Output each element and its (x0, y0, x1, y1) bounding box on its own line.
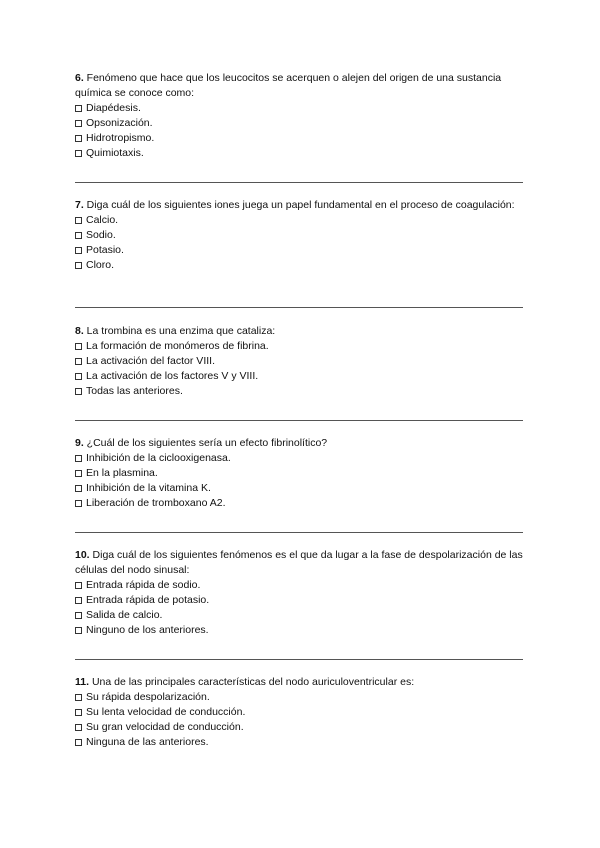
divider (75, 659, 523, 660)
option-item[interactable] (75, 146, 525, 161)
option-label: Diapédesis. (86, 102, 141, 114)
checkbox-icon[interactable] (75, 105, 82, 112)
question-number: 7. (75, 199, 84, 211)
checkbox-icon[interactable] (75, 739, 82, 746)
checkbox-icon[interactable] (75, 709, 82, 716)
option-item[interactable] (75, 690, 525, 705)
option-item[interactable] (75, 451, 525, 466)
question-9 (75, 436, 525, 511)
option-label: Su lenta velocidad de conducción. (86, 706, 246, 718)
checkbox-icon[interactable] (75, 388, 82, 395)
option-label: La activación del factor VIII. (86, 355, 215, 367)
option-item[interactable] (75, 705, 525, 720)
question-stem: Diga cuál de los siguientes iones juega un papel fundamental en el proceso de coagulación: (83, 199, 515, 211)
checkbox-icon[interactable] (75, 343, 82, 350)
option-label: Entrada rápida de potasio. (86, 594, 210, 606)
checkbox-icon[interactable] (75, 470, 82, 477)
checkbox-icon[interactable] (75, 217, 82, 224)
options-list (75, 690, 525, 750)
options-list (75, 451, 525, 511)
options-list (75, 578, 525, 638)
option-item[interactable] (75, 593, 525, 608)
option-item[interactable] (75, 339, 525, 354)
question-7 (75, 198, 525, 273)
question-number: 9. (75, 437, 84, 449)
option-item[interactable] (75, 735, 525, 750)
option-item[interactable] (75, 243, 525, 258)
checkbox-icon[interactable] (75, 582, 82, 589)
option-item[interactable] (75, 101, 525, 116)
option-label: Ninguna de las anteriores. (86, 736, 209, 748)
checkbox-icon[interactable] (75, 485, 82, 492)
checkbox-icon[interactable] (75, 627, 82, 634)
option-label: La formación de monómeros de fibrina. (86, 340, 269, 352)
question-text (75, 548, 525, 578)
option-label: En la plasmina. (86, 467, 158, 479)
option-label: La activación de los factores V y VIII. (86, 370, 259, 382)
option-item[interactable] (75, 131, 525, 146)
option-item[interactable] (75, 481, 525, 496)
question-11 (75, 675, 525, 750)
checkbox-icon[interactable] (75, 120, 82, 127)
question-text (75, 675, 525, 690)
question-number: 11. (75, 676, 90, 688)
option-label: Su rápida despolarización. (86, 691, 210, 703)
option-item[interactable] (75, 228, 525, 243)
question-6 (75, 71, 525, 161)
option-label: Entrada rápida de sodio. (86, 579, 201, 591)
option-label: Potasio. (86, 244, 124, 256)
checkbox-icon[interactable] (75, 455, 82, 462)
checkbox-icon[interactable] (75, 232, 82, 239)
checkbox-icon[interactable] (75, 597, 82, 604)
option-label: Sodio. (86, 229, 116, 241)
option-item[interactable] (75, 258, 525, 273)
option-item[interactable] (75, 213, 525, 228)
question-text (75, 324, 525, 339)
question-number: 10. (75, 549, 90, 561)
divider (75, 307, 523, 308)
options-list (75, 213, 525, 273)
option-label: Ninguno de los anteriores. (86, 624, 209, 636)
question-text (75, 198, 525, 213)
option-item[interactable] (75, 466, 525, 481)
option-label: Inhibición de la ciclooxigenasa. (86, 452, 231, 464)
question-8 (75, 324, 525, 399)
question-number: 8. (75, 325, 84, 337)
question-stem: ¿Cuál de los siguientes sería un efecto fibrinolítico? (83, 437, 328, 449)
option-item[interactable] (75, 496, 525, 511)
question-text (75, 436, 525, 451)
option-item[interactable] (75, 578, 525, 593)
option-label: Calcio. (86, 214, 119, 226)
question-number: 6. (75, 72, 84, 84)
options-list (75, 339, 525, 399)
option-item[interactable] (75, 116, 525, 131)
checkbox-icon[interactable] (75, 724, 82, 731)
option-item[interactable] (75, 384, 525, 399)
option-label: Inhibición de la vitamina K. (86, 482, 211, 494)
question-stem: La trombina es una enzima que cataliza: (83, 325, 276, 337)
checkbox-icon[interactable] (75, 373, 82, 380)
option-label: Todas las anteriores. (86, 385, 183, 397)
option-item[interactable] (75, 354, 525, 369)
checkbox-icon[interactable] (75, 262, 82, 269)
divider (75, 420, 523, 421)
question-stem: Una de las principales características del nodo auriculoventricular es: (89, 676, 415, 688)
option-item[interactable] (75, 623, 525, 638)
checkbox-icon[interactable] (75, 135, 82, 142)
option-label: Opsonización. (86, 117, 153, 129)
checkbox-icon[interactable] (75, 612, 82, 619)
checkbox-icon[interactable] (75, 358, 82, 365)
checkbox-icon[interactable] (75, 247, 82, 254)
question-10 (75, 548, 525, 638)
question-text (75, 71, 525, 101)
option-label: Quimiotaxis. (86, 147, 144, 159)
option-label: Su gran velocidad de conducción. (86, 721, 244, 733)
divider (75, 182, 523, 183)
question-stem: Diga cuál de los siguientes fenómenos es el que da lugar a la fase de despolarización de las células del nodo sinusal: (75, 549, 523, 576)
option-label: Hidrotropismo. (86, 132, 155, 144)
checkbox-icon[interactable] (75, 150, 82, 157)
option-item[interactable] (75, 720, 525, 735)
checkbox-icon[interactable] (75, 500, 82, 507)
option-item[interactable] (75, 608, 525, 623)
option-label: Cloro. (86, 259, 115, 271)
option-label: Liberación de tromboxano A2. (86, 497, 226, 509)
divider (75, 532, 523, 533)
question-stem: Fenómeno que hace que los leucocitos se acerquen o alejen del origen de una sustancia química se conoce como: (75, 72, 502, 99)
option-label: Salida de calcio. (86, 609, 163, 621)
option-item[interactable] (75, 369, 525, 384)
checkbox-icon[interactable] (75, 694, 82, 701)
options-list (75, 101, 525, 161)
